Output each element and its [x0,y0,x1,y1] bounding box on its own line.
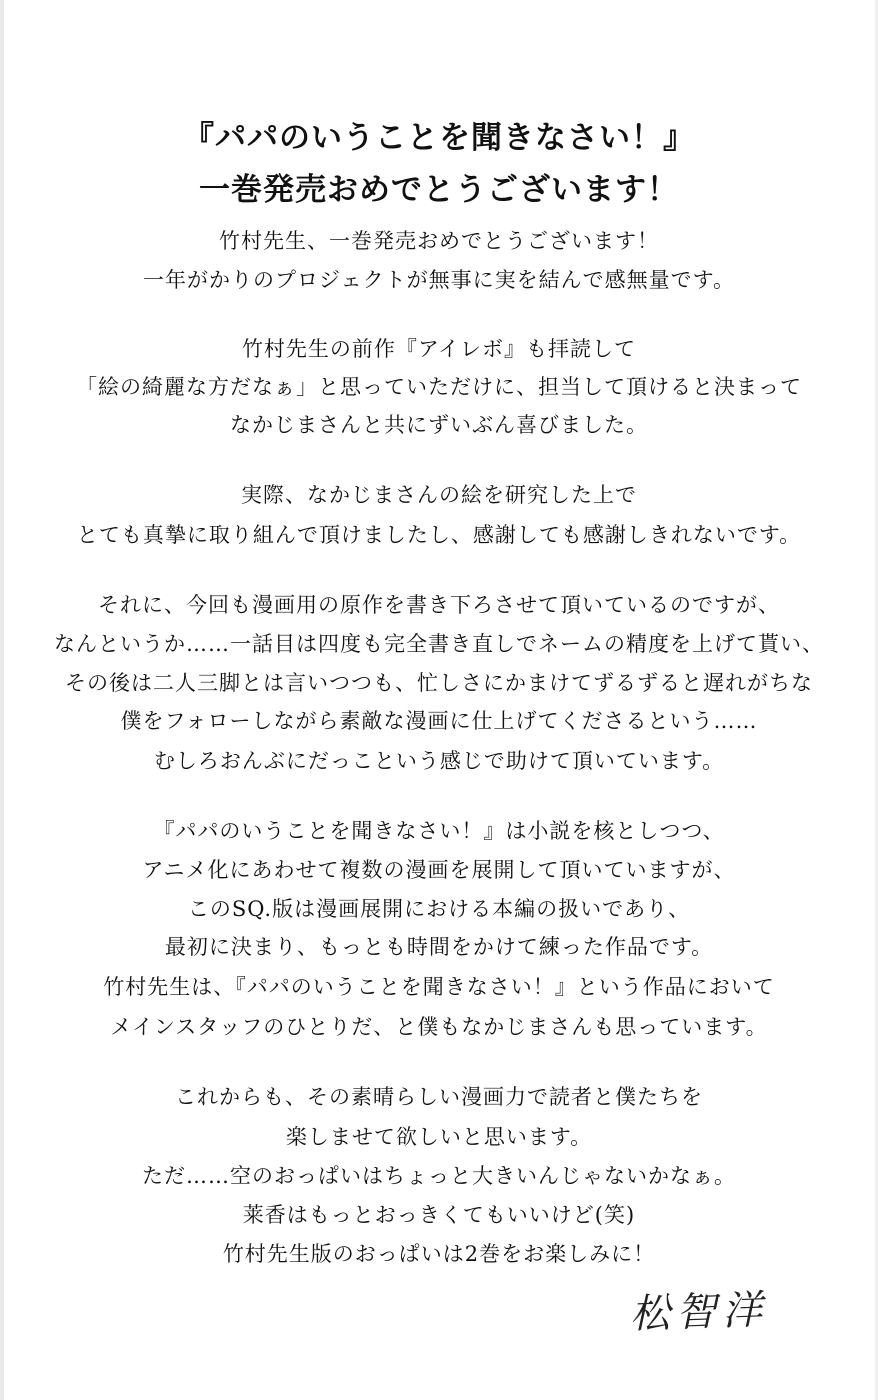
text-line: 竹村先生の前作『アイレボ』も拝読して [241,337,637,361]
text-line: その後は二人三脚とは言いつつも、忙しさにかまけてずるずると遅れがちな [65,671,813,695]
text-line: それに、今回も漫画用の原作を書き下ろさせて頂いているのですが、 [98,593,780,617]
text-line: これからも、その素晴らしい漫画力で読者と僕たちを [175,1085,703,1109]
text-line: 『パパのいうことを聞きなさい！』は小説を核としつつ、 [153,819,725,843]
text-line: ただ……空のおっぱいはちょっと大きいんじゃないかなぁ。 [142,1164,736,1188]
text-line: なんというか……一話目は四度も完全書き直しでネームの精度を上げて貰い、 [54,632,824,656]
text-line: メインスタッフのひとりだ、と僕もなかじまさんも思っています。 [110,1015,768,1039]
title-line-2: 一巻発売おめでとうございます！ [199,172,679,208]
title-block [0,112,878,216]
text-line: 最初に決まり、もっとも時間をかけて練った作品です。 [164,935,714,959]
title-line-1: 『パパのいうことを聞きなさい！』 [183,120,695,156]
text-line: むしろおんぶにだっこという感じで助けて頂いています。 [153,749,725,773]
text-line: なかじまさんと共にずいぶん喜びました。 [230,413,648,437]
text-line: 莱香はもっとおっきくてもいいけど(笑) [242,1203,636,1227]
text-line: 竹村先生は、『パパのいうことを聞きなさい！』という作品において [103,975,775,999]
text-line: 楽しませて欲しいと思います。 [285,1125,593,1149]
text-line: 竹村先生版のおっぱいは2巻をお楽しみに！ [222,1242,656,1266]
text-line: 僕をフォローしながら素敵な漫画に仕上げてくださるという…… [120,709,758,733]
text-line: このSQ.版は漫画展開における本編の扱いであり、 [187,897,691,921]
text-line: 一年がかりのプロジェクトが無事に実を結んで感無量です。 [143,268,735,292]
text-line: 竹村先生、一巻発売おめでとうございます！ [219,229,659,253]
author-signature: 松智洋 [629,1286,769,1338]
text-line: 「絵の綺麗な方だなぁ」と思っていただけに、担当して頂けると決まって [76,375,802,399]
text-line: 実際、なかじまさんの絵を研究した上で [241,483,637,507]
text-line: アニメ化にあわせて複数の漫画を展開して頂いていますが、 [142,858,736,882]
text-line: とても真摯に取り組んで頂けましたし、感謝しても感謝しきれないです。 [76,523,802,547]
